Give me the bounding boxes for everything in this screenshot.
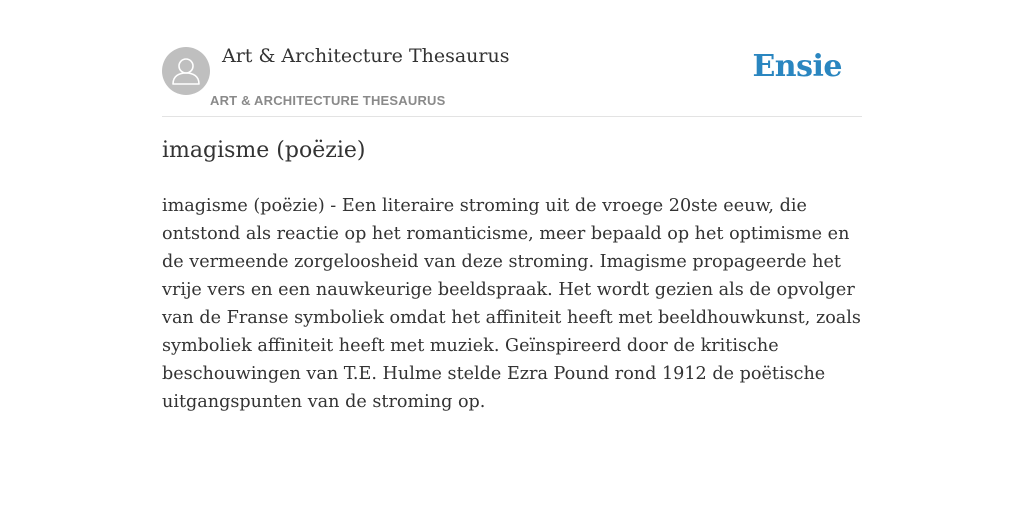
source-subtitle[interactable]: ART & ARCHITECTURE THESAURUS <box>210 93 446 108</box>
entry-header <box>162 0 862 117</box>
page-title: imagisme (poëzie) <box>162 138 366 163</box>
avatar[interactable] <box>162 47 210 95</box>
source-title[interactable]: Art & Architecture Thesaurus <box>222 45 510 67</box>
definition-text: imagisme (poëzie) - Een literaire stroming uit de vroege 20ste eeuw, die ontstond als reactie op het romanticisme, meer bepaald op het optimisme en de vermeende zorgeloosheid van deze stroming. Imagisme propageerde het vrije vers en een nauwkeurige beeldspraak. Het wordt gezien als de opvolger van de Franse symboliek omdat het affiniteit heeft met beeldhouwkunst, zoals symboliek affiniteit heeft met muziek. Geïnspireerd door de kritische beschouwingen van T.E. Hulme stelde Ezra Pound rond 1912 de poëtische uitgangspunten van de stroming op. <box>162 196 861 412</box>
entry-card <box>162 0 862 512</box>
brand-logo[interactable]: Ensie <box>752 49 842 84</box>
user-silhouette-icon <box>162 47 210 95</box>
